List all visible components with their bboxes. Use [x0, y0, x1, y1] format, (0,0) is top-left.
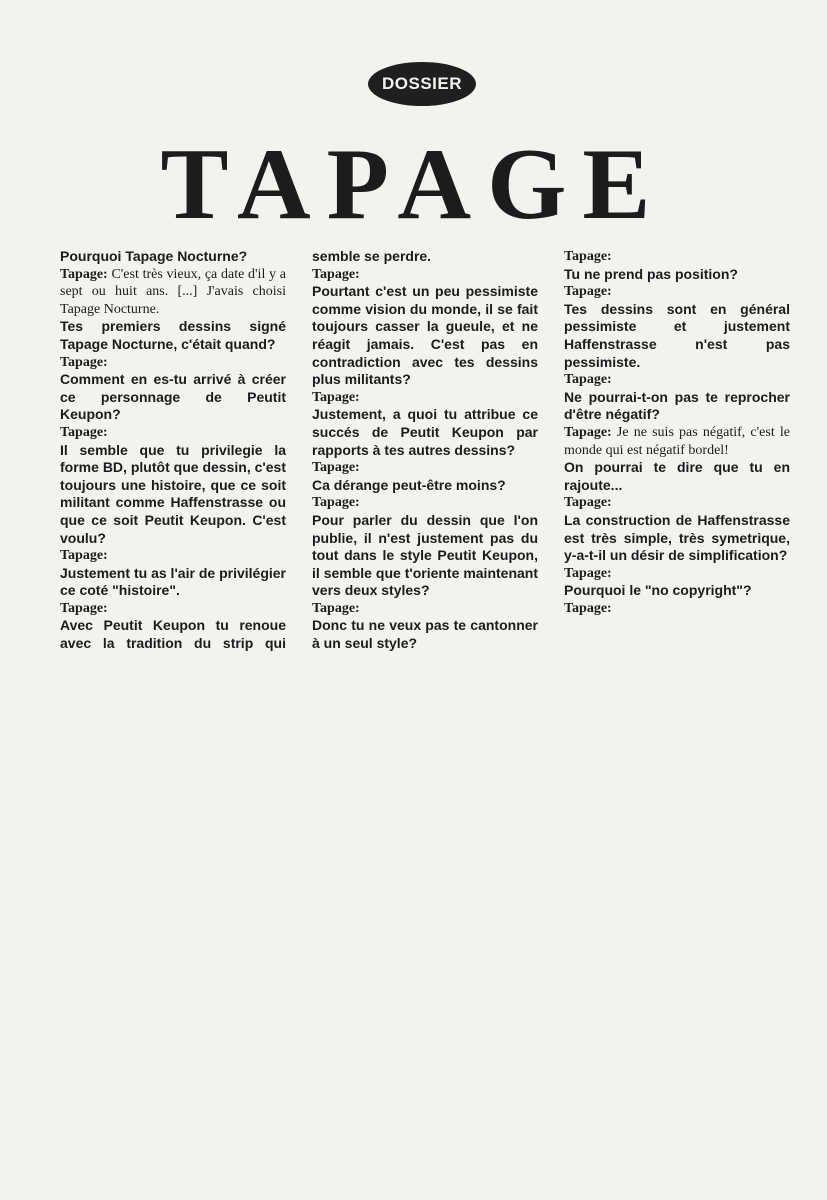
interview-question: Comment en es-tu arrivé à créer ce personnage de Peutit Keupon? — [60, 371, 286, 423]
interview-answer: Tapage: C'est très vieux, ça date d'il y a sept ou huit ans. [...] J'avais choisi Tapage Nocturne. — [60, 266, 286, 317]
speaker-label: Tapage: — [312, 266, 360, 282]
interview-question: Pour parler du dessin que l'on publie, il n'est justement pas du tout dans le style Peutit Keupon, il semble que t'oriente maintenant vers deux styles? — [312, 511, 538, 599]
interview-question: Ca dérange peut-être moins? — [312, 476, 506, 493]
interview-question: On pourrai te dire que tu en rajoute... — [564, 459, 790, 493]
speaker-label: Tapage: — [564, 495, 612, 511]
interview-question: Tu ne prend pas position? — [564, 265, 738, 282]
interview-answer — [312, 389, 538, 407]
speaker-label: Tapage: — [60, 354, 108, 370]
speaker-label: Tapage: — [312, 389, 360, 405]
interview-answer — [564, 283, 790, 301]
interview-question: La construction de Haffenstrasse est très simple, très symetrique, y-a-t-il un désir de simplification? — [564, 511, 790, 564]
speaker-label: Tapage: — [312, 460, 360, 476]
interview-answer — [60, 424, 286, 442]
interview-question: Ne pourrai-t-on pas te reprocher d'être négatif? — [564, 388, 790, 423]
interview-question: Donc tu ne veux pas te cantonner à un seul style? — [312, 617, 538, 652]
interview-question: Il semble que tu privilegie la forme BD, plutôt que dessin, c'est toujours une histoire, que ce soit militant comme Haffenstrasse ou que ce soit Peutit Keupon. C'est voulu? — [60, 441, 286, 546]
interview-answer — [60, 600, 286, 618]
article-body — [60, 248, 790, 1178]
interview-answer — [312, 494, 538, 512]
speaker-label: Tapage: — [564, 424, 612, 440]
speaker-label: Tapage: — [312, 600, 360, 616]
interview-answer — [312, 266, 538, 284]
interview-answer — [60, 547, 286, 565]
interview-question: Pourquoi Tapage Nocturne? — [60, 248, 248, 264]
interview-question: Pourtant c'est un peu pessimiste comme vision du monde, il se fait toujours casser la gueule, et ne réagit jamais. C'est pas en contradiction avec tes dessins plus militants? — [312, 283, 538, 388]
interview-answer — [564, 565, 790, 583]
speaker-label: Tapage: — [564, 600, 612, 616]
interview-answer — [312, 600, 538, 618]
interview-answer: Tapage: Je ne suis pas négatif, c'est le monde qui est négatif bordel! — [564, 424, 790, 458]
interview-question: Tes premiers dessins signé Tapage Nocturne, c'était quand? — [60, 318, 286, 352]
speaker-label: Tapage: — [564, 565, 612, 581]
interview-answer — [564, 494, 790, 512]
interview-answer — [564, 248, 790, 266]
speaker-label: Tapage: — [60, 424, 108, 440]
speaker-label: Tapage: — [564, 372, 612, 388]
interview-question: Pourquoi le "no copyright"? — [564, 582, 752, 599]
interview-question: Justement tu as l'air de privilégier ce coté "histoire". — [60, 564, 286, 599]
speaker-label: Tapage: — [564, 284, 612, 300]
interview-question: Justement, a quoi tu attribue ce succés de Peutit Keupon par rapports à tes autres dessins? — [312, 406, 538, 458]
page-title: TAPAGE — [160, 128, 667, 241]
interview-answer — [312, 459, 538, 477]
interview-answer — [60, 354, 286, 372]
interview-question: Avec Peutit Keupon tu renoue avec la tradition du strip qui semble se perdre. — [60, 248, 432, 652]
interview-answer — [564, 600, 790, 618]
speaker-label: Tapage: — [312, 495, 360, 511]
interview-question: Tes dessins sont en général pessimiste et justement Haffenstrasse n'est pas pessimiste. — [564, 300, 790, 370]
interview-answer — [564, 371, 790, 389]
speaker-label: Tapage: — [60, 266, 108, 282]
speaker-label: Tapage: — [60, 548, 108, 564]
speaker-label: Tapage: — [60, 600, 108, 616]
speaker-label: Tapage: — [564, 249, 612, 264]
section-badge: DOSSIER — [368, 62, 476, 106]
